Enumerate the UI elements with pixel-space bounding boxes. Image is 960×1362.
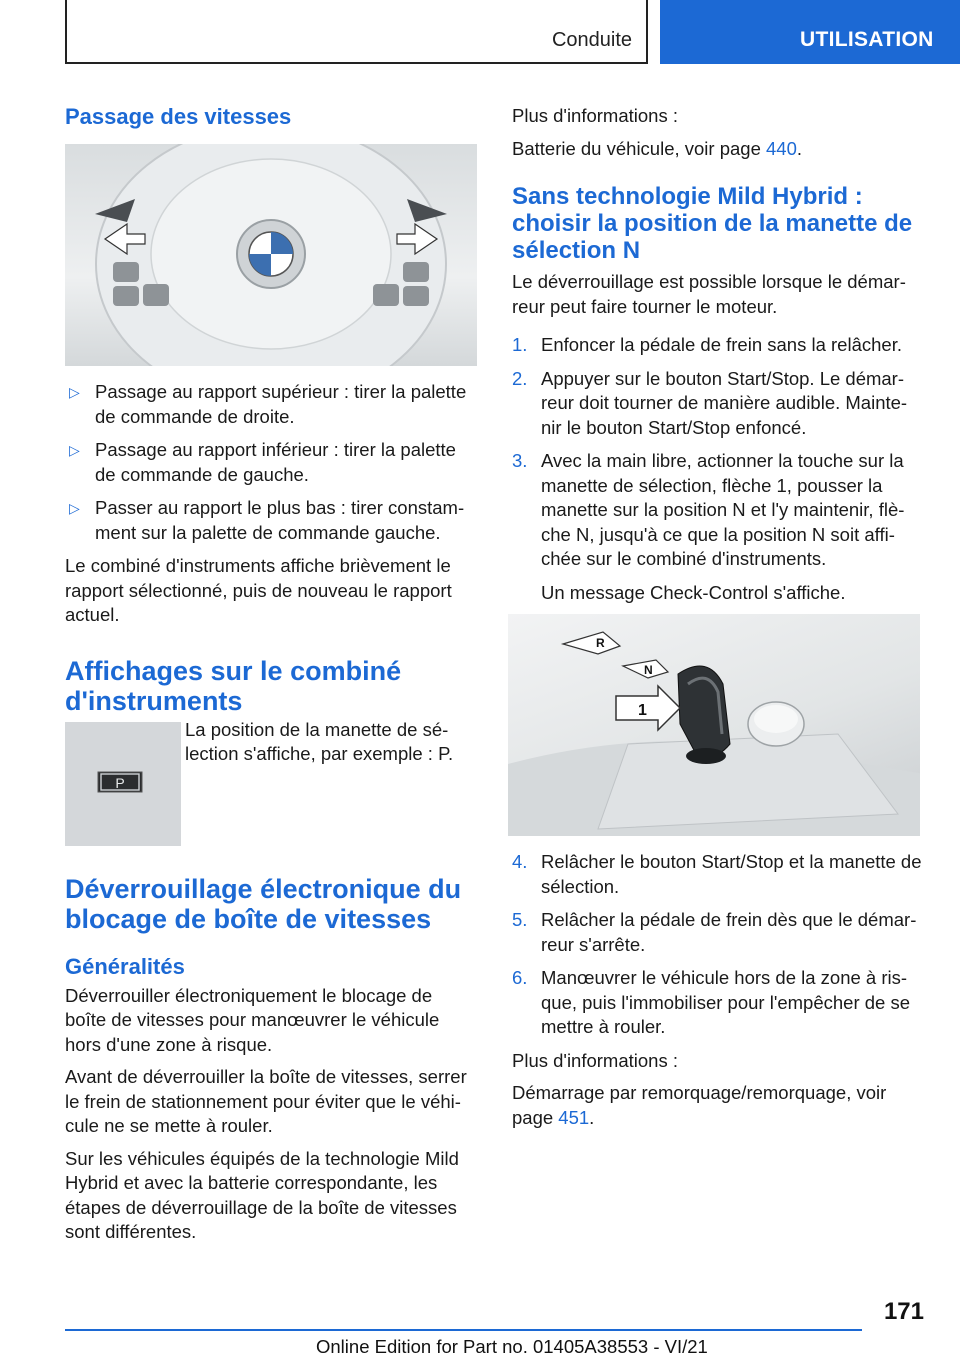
footer-edition: Online Edition for Part no. 01405A38553 - VI/21 (316, 1336, 708, 1357)
gear-shift-bullet-list (65, 380, 477, 545)
triangle-bullet-icon: ▷ (69, 384, 80, 400)
left-column (65, 104, 477, 1253)
steering-wheel-illustration (65, 144, 477, 366)
list-item: ▷ Passage au rapport inférieur : tirer la palette de commande de gauche. (69, 439, 456, 485)
selector-label-1: 1 (638, 702, 647, 719)
more-info-battery: Batterie du véhicule, voir page 440. (512, 137, 803, 159)
gear-selector-illustration (508, 614, 920, 836)
section-title-without-mild-hybrid: Sans technologie Mild Hybrid : choisir la position de la manette de sélection N (512, 183, 913, 264)
steps-list-b (512, 850, 924, 1040)
gear-indicator-letter: P (115, 774, 125, 791)
more-info-towing: Démarrage par remorquage/remorquage, voir page 451. (512, 1082, 887, 1128)
steering-wheel-image (65, 144, 477, 366)
steps-list-a (512, 333, 924, 605)
paragraph-gear-indicator: La position de la manette de sé-lection s'affiche, par exemple : P. (185, 718, 454, 764)
gear-indicator-image (65, 722, 181, 846)
list-item: ▷ Passer au rapport le plus bas : tirer constam-ment sur la palette de commande gauche. (69, 497, 465, 543)
section-title-instrument-display: Affichages sur le combiné d'instruments (65, 655, 402, 716)
more-info-label-2: Plus d'informations : (512, 1049, 678, 1071)
page-link-440[interactable]: 440 (766, 137, 797, 159)
subsection-title-general: Généralités (65, 953, 185, 979)
footer-divider (65, 1329, 862, 1331)
check-control-note: Un message Check-Control s'affiche. (541, 581, 846, 603)
section-title-transmission-unlock: Déverrouillage électronique du blocage de boîte de vitesses (65, 873, 462, 934)
paragraph-mild-hybrid: Sur les véhicules équipés de la technologie Mild Hybrid et avec la batterie correspondante, les étapes de déverrouillage de la boîte de vitesses sont différentes. (65, 1147, 459, 1242)
list-item: 5. Relâcher la pédale de frein dès que le démar-reur s'arrête. (512, 909, 917, 955)
header-chapter-title: UTILISATION (800, 28, 934, 51)
list-item: 3. Avec la main libre, actionner la touche sur la manette de sélection, flèche 1, pousser la manette sur la position N et l'y maintenir, flè-che N, jusqu'à ce que la position N soit affi-chée sur le combiné d'instruments. Un message Check-Control s'affiche. (512, 449, 924, 605)
paragraph-unlock-possible: Le déverrouillage est possible lorsque le démar-reur peut faire tourner le moteur. (512, 271, 906, 317)
list-item: 4. Relâcher le bouton Start/Stop et la manette de sélection. (512, 851, 922, 897)
list-item: ▷ Passage au rapport supérieur : tirer la palette de commande de droite. (69, 381, 467, 427)
triangle-bullet-icon: ▷ (69, 442, 80, 458)
triangle-bullet-icon: ▷ (69, 500, 80, 516)
right-column (512, 104, 924, 1138)
header-section-box (65, 0, 648, 64)
more-info-label: Plus d'informations : (512, 105, 678, 126)
header-chapter-tab (660, 0, 960, 64)
list-item: 6. Manœuvrer le véhicule hors de la zone à ris-que, puis l'immobiliser pour l'empêcher de se mettre à rouler. (512, 967, 911, 1037)
paragraph-parking-brake: Avant de déverrouiller la boîte de vitesses, serrer le frein de stationnement pour éviter que le véhi-cule ne se mette à rouler. (65, 1066, 467, 1136)
selector-label-n: N (644, 663, 653, 677)
header-section-title: Conduite (551, 29, 632, 51)
section-title-gear-shifting: Passage des vitesses (65, 104, 292, 129)
gear-selector-image (508, 614, 920, 836)
page-number: 171 (883, 1298, 924, 1325)
selector-label-r: R (596, 636, 605, 650)
list-item: 2. Appuyer sur le bouton Start/Stop. Le démar-reur doit tourner de manière audible. Mainte-nir le bouton Start/Stop enfoncé. (512, 367, 908, 438)
gear-indicator-row (65, 718, 477, 846)
paragraph-gear-display: Le combiné d'instruments affiche brièvement le rapport sélectionné, puis de nouveau le rapport actuel. (65, 555, 452, 625)
list-item: 1. Enfoncer la pédale de frein sans la relâcher. (512, 334, 902, 355)
page-link-451[interactable]: 451 (558, 1106, 590, 1128)
paragraph-unlock-purpose: Déverrouiller électroniquement le blocage de boîte de vitesses pour manœuvrer le véhicule hors d'une zone à risque. (65, 984, 440, 1055)
